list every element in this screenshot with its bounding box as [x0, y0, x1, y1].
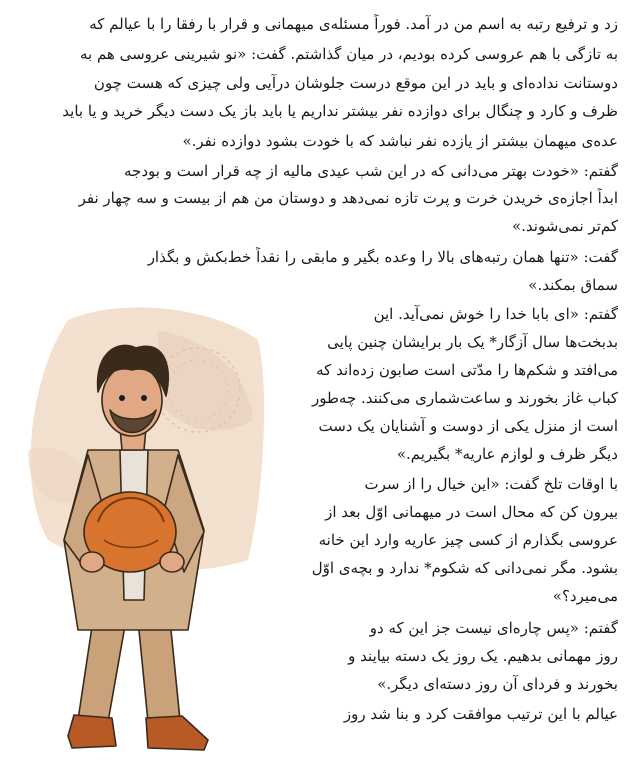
text-line: به تازگی با هم عروسی کرده بودیم، در میان گذاشتم. گفت: «نو شیرینی عروسی هم به	[79, 45, 618, 63]
text-line: دیگر ظرف و لوازم عاریه* بگیریم.»	[396, 445, 618, 463]
text-line: عده‌ی میهمان بیشتر از یازده نفر نباشد که با خودت بشود دوازده نفر.»	[182, 132, 618, 150]
text-line: گفتم: «پس چاره‌ای نیست جز این که دو	[369, 619, 618, 637]
text-line: ابداً اجازه‌ی خریدن خرت و پرت تازه نمی‌دهد و دوستان من هم از بیست و سه چهار نفر	[78, 189, 618, 207]
text-line: کباب غاز بخورند و ساعت‌شماری می‌کنند. چه‌طور	[312, 389, 618, 407]
text-line: بدبخت‌ها سال آزگار* یک بار برایشان چنین پایی	[327, 333, 618, 351]
text-line: سماق بمکند.»	[528, 276, 618, 294]
text-line: کم‌تر نمی‌شوند.»	[511, 217, 618, 235]
text-line: می‌میرد؟»	[552, 587, 618, 605]
text-line: ظرف و کارد و چنگال برای دوازده نفر بیشتر نداریم یا باید باز یک دست دیگر خرید و یا باید	[62, 102, 618, 120]
text-line: عروسی بگذارم از کسی چیز عاریه وارد این خانه	[318, 531, 618, 549]
text-line: گفتم: «خودت بهتر می‌دانی که در این شب عیدی مالیه از چه قرار است و بودجه	[124, 162, 618, 180]
text-line: می‌افتد و شکم‌ها را مدّتی است صابون زده‌اند که	[316, 361, 618, 379]
text-line: است از منزل یکی از دوست و آشنایان یک دست	[318, 417, 618, 435]
text-line: بخورند و فردای آن روز دسته‌ای دیگر.»	[377, 675, 618, 693]
text-line: زد و ترفیع رتبه به اسم من در آمد. فوراً مسئله‌ی میهمانی و قرار با رفقا را با عیالم که	[89, 15, 618, 33]
text-line: گفتم: «ای بابا خدا را خوش نمی‌آید. این	[373, 305, 618, 323]
text-line: دوستانت نداده‌ای و باید در این موقع درست جلوشان درآیی ولی چیزی که هست چون	[93, 74, 618, 92]
text-line: گفت: «تنها همان رتبه‌های بالا را وعده بگیر و مابقی را نقداً خط‌بکش و بگذار	[147, 248, 618, 266]
man-with-hat-illustration	[8, 300, 270, 770]
text-line: بشود. مگر نمی‌دانی که شکوم* ندارد و بچه‌ی اوّل	[311, 559, 618, 577]
text-line: عیالم با این ترتیب موافقت کرد و بنا شد روز	[343, 705, 618, 723]
text-line: روز مهمانی بدهیم. یک روز یک دسته بیایند و	[348, 647, 618, 665]
text-line: بیرون کن که محال است در میهمانی اوّل بعد از	[325, 503, 618, 521]
text-line: با اوقات تلخ گفت: «این خیال را از سرت	[364, 475, 618, 493]
